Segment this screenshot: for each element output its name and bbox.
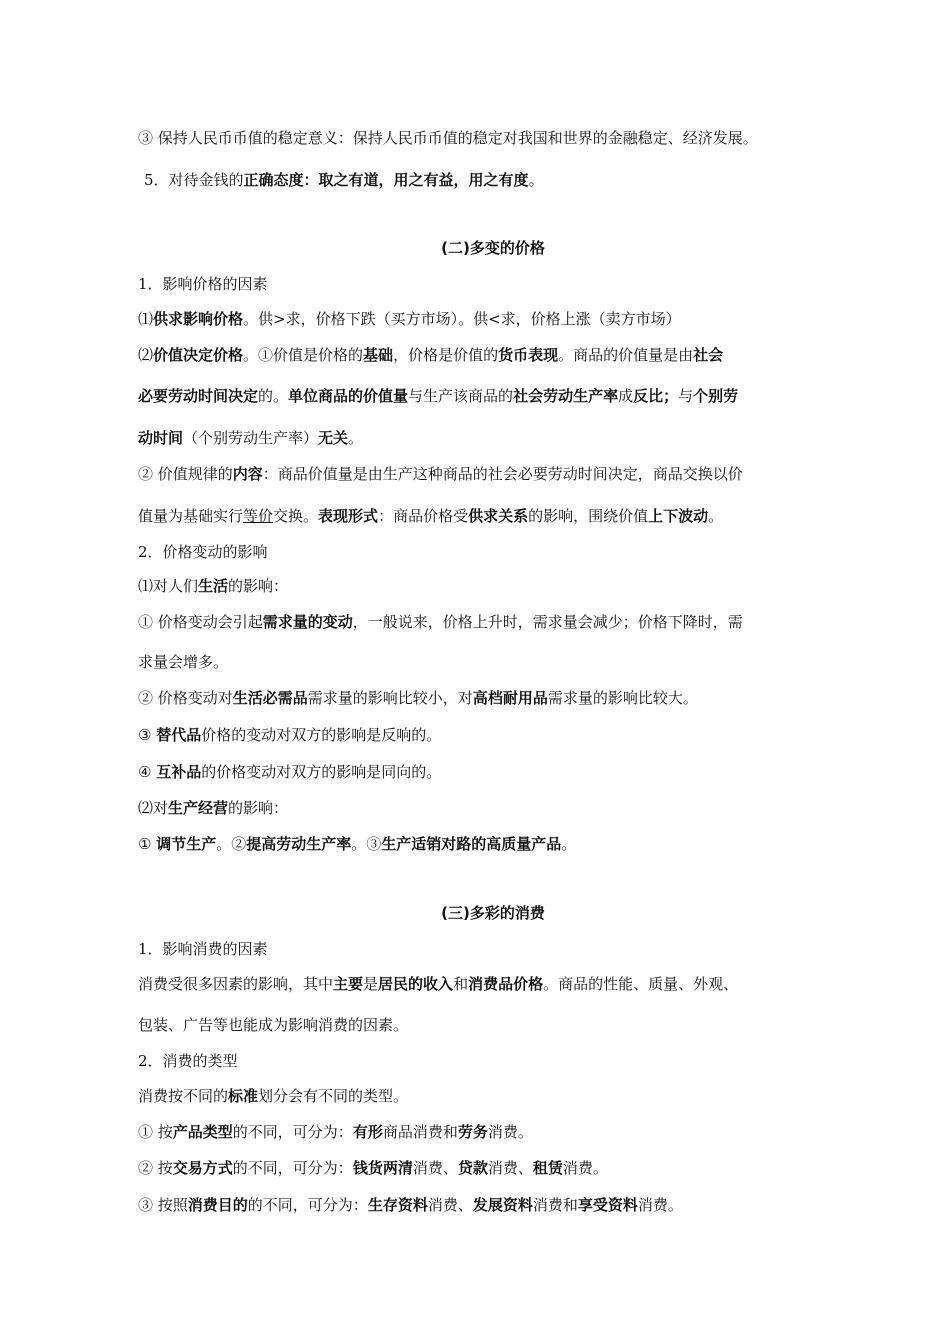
text-span: ，价格是价值的 xyxy=(393,346,499,364)
text-span: 消费、 xyxy=(412,1159,458,1177)
text-span: 划分会有不同的类型。 xyxy=(258,1087,409,1105)
bold-text: 需求量的变动 xyxy=(262,613,353,631)
bold-text: 互补品 xyxy=(156,763,202,781)
text-span: 消费按不同的 xyxy=(138,1087,229,1105)
text-span: 消费、 xyxy=(427,1196,473,1214)
text-span: ④ xyxy=(138,763,157,781)
text-span: 的影响： xyxy=(228,577,289,595)
text-line xyxy=(138,386,738,406)
bold-text: 反比； xyxy=(633,387,679,405)
underlined-text: 等价 xyxy=(243,507,274,525)
bold-text: 内容 xyxy=(232,465,263,483)
text-span: 2．消费的类型 xyxy=(138,1052,238,1070)
text-line xyxy=(138,652,228,672)
text-span: ② 价格变动对 xyxy=(138,689,233,707)
text-line xyxy=(138,128,758,148)
text-line xyxy=(138,1086,408,1106)
text-span: ⑴对人们 xyxy=(138,577,199,595)
text-span: 。商品的性能、质量、外观、 xyxy=(543,975,739,993)
bold-text: 个别劳 xyxy=(693,387,739,405)
text-span: ⑵ xyxy=(138,346,154,364)
text-line xyxy=(138,542,268,562)
text-span: 1．影响消费的因素 xyxy=(138,940,268,958)
text-span: 。 xyxy=(561,835,577,853)
text-span: 。供>求，价格下跌（买方市场）。供<求，价格上涨（卖方市场） xyxy=(243,310,681,328)
bold-text: 货币表现 xyxy=(498,346,559,364)
bold-text: 社会 xyxy=(693,346,724,364)
bold-text: 消费品价格 xyxy=(468,975,544,993)
bold-text: 生存资料 xyxy=(367,1196,428,1214)
section-heading xyxy=(0,238,950,258)
bold-text: 调节生产 xyxy=(156,835,217,853)
bold-text: 有形 xyxy=(352,1123,383,1141)
bold-text: 价值决定价格 xyxy=(153,346,244,364)
bold-text: 供求影响价格 xyxy=(153,310,244,328)
bold-text: 贷款 xyxy=(457,1159,488,1177)
bold-text: 生活必需品 xyxy=(232,689,308,707)
bold-text: 社会劳动生产率 xyxy=(513,387,619,405)
bold-text: 提高劳动生产率 xyxy=(246,835,352,853)
text-line xyxy=(138,309,681,329)
bold-text: 劳务 xyxy=(457,1123,488,1141)
text-span: 成 xyxy=(618,387,634,405)
bold-text: 高档耐用品 xyxy=(472,689,548,707)
bold-text: 无关 xyxy=(318,429,349,447)
text-span: 是 xyxy=(363,975,379,993)
text-line xyxy=(138,1015,408,1035)
text-span: (二)多变的价格 xyxy=(441,239,545,257)
bold-text: 供求关系 xyxy=(468,507,529,525)
text-span: ：商品价值量是由生产这种商品的社会必要劳动时间决定，商品交换以价 xyxy=(262,465,743,483)
bold-text: 正确态度：取之有道，用之有益，用之有度 xyxy=(243,171,529,189)
bold-text: 主要 xyxy=(333,975,364,993)
text-span: 和 xyxy=(453,975,469,993)
text-line xyxy=(138,834,576,854)
text-span: 的不同，可分为： xyxy=(247,1196,368,1214)
text-span: 值量为基础实行 xyxy=(138,507,244,525)
text-line xyxy=(138,506,723,526)
text-span: 需求量的影响比较小，对 xyxy=(307,689,473,707)
bold-text: 钱货两清 xyxy=(352,1159,413,1177)
text-span: 商品消费和 xyxy=(382,1123,458,1141)
text-span: ：商品价格受 xyxy=(378,507,469,525)
bold-text: 必要劳动时间决定 xyxy=(138,387,259,405)
text-line xyxy=(138,762,441,782)
text-span: 。② xyxy=(216,835,247,853)
text-span: 的价格变动对双方的影响是同向的。 xyxy=(201,763,442,781)
section-heading xyxy=(0,903,950,923)
bold-text: 基础 xyxy=(363,346,394,364)
bold-text: 生活 xyxy=(198,577,229,595)
bold-text: 发展资料 xyxy=(472,1196,533,1214)
text-span: 的不同，可分为： xyxy=(232,1123,353,1141)
text-span: ③ 按照 xyxy=(138,1196,188,1214)
text-span: 消费、 xyxy=(487,1159,533,1177)
text-span: 2．价格变动的影响 xyxy=(138,543,268,561)
text-span: 消费。 xyxy=(637,1196,683,1214)
text-span: ① xyxy=(138,835,157,853)
text-line xyxy=(138,1051,238,1071)
text-span: 。③ xyxy=(351,835,382,853)
text-span: ① 价格变动会引起 xyxy=(138,613,263,631)
bold-text: 交易方式 xyxy=(172,1159,233,1177)
bold-text: 生产适销对路的高质量产品 xyxy=(381,835,562,853)
text-span: 价格的变动对双方的影响是反响的。 xyxy=(201,726,442,744)
text-line xyxy=(138,464,743,484)
text-span: 的影响： xyxy=(228,799,289,817)
text-span: 交换。 xyxy=(273,507,319,525)
text-line xyxy=(144,170,544,190)
text-span: 求量会增多。 xyxy=(138,653,229,671)
text-line xyxy=(138,345,723,365)
text-span: 消费受很多因素的影响，其中 xyxy=(138,975,334,993)
text-span: ⑵对 xyxy=(138,799,169,817)
text-line xyxy=(138,798,288,818)
text-span: 。①价值是价格的 xyxy=(243,346,364,364)
text-line xyxy=(138,974,738,994)
text-span: 消费。 xyxy=(487,1123,533,1141)
text-span: 5．对待金钱的 xyxy=(144,171,244,189)
text-line xyxy=(138,725,441,745)
text-span: （个别劳动生产率） xyxy=(183,429,319,447)
bold-text: 产品类型 xyxy=(172,1123,233,1141)
bold-text: 上下波动 xyxy=(648,507,709,525)
bold-text: 享受资料 xyxy=(577,1196,638,1214)
text-line xyxy=(138,428,363,448)
bold-text: 替代品 xyxy=(156,726,202,744)
text-line xyxy=(138,576,288,596)
bold-text: 生产经营 xyxy=(168,799,229,817)
text-span: 的。 xyxy=(258,387,289,405)
bold-text: 标准 xyxy=(228,1087,259,1105)
bold-text: 动时间 xyxy=(138,429,184,447)
text-span: ⑴ xyxy=(138,310,154,328)
text-line xyxy=(138,612,743,632)
text-span: 需求量的影响比较大。 xyxy=(547,689,698,707)
bold-text: 租赁 xyxy=(532,1159,563,1177)
text-span: (三)多彩的消费 xyxy=(441,904,545,922)
text-span: ③ 保持人民币币值的稳定意义：保持人民币币值的稳定对我国和世界的金融稳定、经济发展。 xyxy=(138,129,758,147)
text-span: ① 按 xyxy=(138,1123,173,1141)
text-span: 与 xyxy=(678,387,694,405)
text-span: 包装、广告等也能成为影响消费的因素。 xyxy=(138,1016,409,1034)
text-line xyxy=(138,939,268,959)
text-line xyxy=(138,1122,533,1142)
text-span: 消费。 xyxy=(562,1159,608,1177)
text-span: 。商品的价值量是由 xyxy=(558,346,694,364)
text-span: 。 xyxy=(348,429,364,447)
text-span: 。 xyxy=(708,507,724,525)
text-span: ③ xyxy=(138,726,157,744)
text-span: 消费和 xyxy=(532,1196,578,1214)
text-span: 的不同，可分为： xyxy=(232,1159,353,1177)
text-line xyxy=(138,274,268,294)
bold-text: 表现形式 xyxy=(318,507,379,525)
text-line xyxy=(138,1158,608,1178)
text-line xyxy=(138,688,698,708)
text-line xyxy=(138,1195,683,1215)
text-span: ，一般说来，价格上升时，需求量会减少；价格下降时，需 xyxy=(352,613,743,631)
bold-text: 单位商品的价值量 xyxy=(288,387,409,405)
text-span: ② 价值规律的 xyxy=(138,465,233,483)
text-span: 与生产该商品的 xyxy=(408,387,514,405)
text-span: 的影响，围绕价值 xyxy=(528,507,649,525)
text-span: ② 按 xyxy=(138,1159,173,1177)
text-span: 1．影响价格的因素 xyxy=(138,275,268,293)
bold-text: 居民的收入 xyxy=(378,975,454,993)
bold-text: 消费目的 xyxy=(187,1196,248,1214)
text-span: 。 xyxy=(528,171,544,189)
